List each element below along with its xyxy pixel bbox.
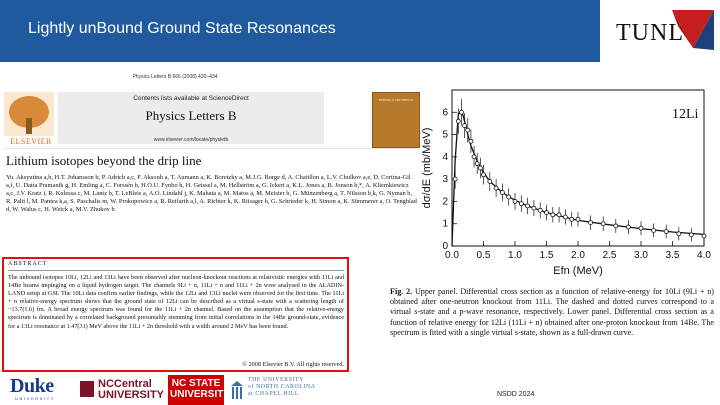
abstract-rule	[8, 270, 344, 271]
header-rule	[4, 148, 418, 149]
data-point	[563, 215, 567, 219]
contents-line: Contents lists available at ScienceDirect	[133, 95, 249, 102]
data-point	[469, 139, 473, 143]
data-point	[639, 226, 643, 230]
data-point	[702, 234, 706, 238]
data-point	[456, 119, 460, 123]
data-point	[551, 213, 555, 217]
duke-logo-subtext: UNIVERSITY	[15, 396, 56, 401]
x-tick-label: 3.0	[634, 250, 648, 261]
x-tick-label: 4.0	[697, 250, 711, 261]
nccu-mark-icon	[80, 381, 94, 397]
y-tick-label: 6	[442, 107, 448, 119]
y-axis-label: dσ/dE (mb/MeV)	[421, 127, 433, 209]
data-point	[664, 230, 668, 234]
y-tick-label: 1	[442, 218, 448, 230]
data-point	[626, 225, 630, 229]
data-point	[652, 228, 656, 232]
data-point	[459, 110, 463, 114]
y-tick-label: 3	[442, 174, 448, 186]
abstract-text: The unbound isotopes 10Li, 12Li and 13Li have been observed after nucleon-knockout reactions at relativistic energies with 11Li and 14Be beams impinging on a liquid hydrogen target. The channels 9Li + n, 11Li + n and 11Li + 2n were analysed in the ALADIN-LAND setup at GSI. The 10Li data confirm earlier findings, while the 12Li and 13Li nuclei were observed for the first time. The 11Li + n relative-energy spectrum shows that the ground state of 12Li can be described as a virtual s-state with a scattering length of −13.7(1.6) fm. A broad energy spectrum was found for the 11Li + 2n channel. Based on the assumption that the relative-energy spectrum is dominated by a correlated background presumably stemming from initial correlations in the 14Be ground-state, evidence for a 13Li resonance at 1.47(31) MeV above the 11Li + 2n threshold with a width around 2 MeV has been found.	[8, 274, 344, 330]
elsevier-wordmark: ELSEVIER	[10, 137, 52, 146]
data-point	[526, 204, 530, 208]
ncstate-logo-text: NC STATE UNIVERSITY	[170, 378, 231, 400]
journal-cover-title: PHYSICS LETTERS B	[379, 98, 413, 102]
data-point	[532, 206, 536, 210]
tunl-logo-text: TUNL	[616, 20, 684, 46]
x-tick-label: 3.5	[665, 250, 680, 261]
plot-title: 12Li	[672, 107, 699, 122]
footer-event-label: NSDD 2024	[497, 391, 535, 398]
data-point	[463, 124, 467, 128]
data-point	[519, 202, 523, 206]
figure-caption	[390, 287, 714, 338]
data-point	[466, 128, 470, 132]
data-point	[475, 162, 479, 166]
x-tick-label: 1.5	[539, 250, 554, 261]
copyright-line: © 2008 Elsevier B.V. All rights reserved.	[242, 361, 344, 368]
x-tick-label: 1.0	[508, 250, 522, 261]
data-point	[589, 221, 593, 225]
abstract-heading: ABSTRACT	[8, 261, 48, 267]
slide-title: Lightly unBound Ground State Resonances	[28, 20, 336, 37]
y-tick-label: 4	[442, 151, 448, 163]
duke-logo: Duke	[10, 375, 54, 397]
y-tick-label: 2	[442, 196, 448, 208]
paper-citation: Physics Letters B 666 (2008) 430–434	[132, 74, 218, 80]
x-axis-label: Efn (MeV)	[553, 265, 603, 277]
journal-title: Physics Letters B	[145, 108, 237, 123]
data-point	[576, 217, 580, 221]
x-tick-label: 0.5	[476, 250, 491, 261]
article-title: Lithium isotopes beyond the drip line	[6, 153, 202, 168]
data-point	[538, 208, 542, 212]
data-point	[677, 232, 681, 236]
data-point	[478, 166, 482, 170]
y-tick-label: 0	[442, 241, 448, 252]
data-point	[472, 155, 476, 159]
caption-text: Upper panel. Differential cross section as a function of relative-energy for 10Li (9Li + n) obtained after one-neutron knockout from 11Li. The dashed and dotted curves correspond to a virtual s-state and a p-wave resonance, respectively. Lower panel. Differential cross section as a function of relative energy for 12Li (11Li + n) obtained after one-proton knockout from 14Be. The spectrum is fitted with a single virtual s-state, shown as a full-drawn curve.	[390, 287, 714, 337]
x-tick-label: 2.0	[571, 250, 585, 261]
data-point	[494, 186, 498, 190]
data-point	[557, 213, 561, 217]
x-tick-label: 2.5	[602, 250, 617, 261]
data-point	[601, 222, 605, 226]
data-point	[570, 217, 574, 221]
unc-well-icon	[230, 380, 244, 400]
cross-section-plot	[418, 78, 718, 278]
data-point	[545, 211, 549, 215]
data-point	[513, 199, 517, 203]
data-point	[507, 195, 511, 199]
x-tick-label: 0.0	[445, 250, 459, 261]
data-point	[614, 224, 618, 228]
journal-homepage: www.elsevier.com/locate/physletb	[153, 137, 229, 143]
caption-label: Fig. 2.	[390, 287, 413, 296]
data-point	[689, 233, 693, 237]
data-point	[453, 177, 457, 181]
unc-logo: THE UNIVERSITY of NORTH CAROLINA at CHAPEL HILL	[248, 377, 316, 397]
data-point	[482, 173, 486, 177]
author-list: Yu. Aksyutina a,b, H.T. Johansson b, P. Adrich a,c, F. Aksouh a, T. Aumann a, K. Boretzky a, M.J.G. Borge d, A. Chatillon a, L.V. Chulkov a,e, D. Cortina-Gil a,f, U. Datta Pramanik g, H. Emling a, C. Forssén b, H.O.U. Fynbo h, H. Geissel a, M. Hellström a, G. Ickert a, K.L. Jones a, B. Jonson b,*, A. Kliemkiewicz a,c, J.V. Kratz i, R. Kulessa c, M. Lantz b, T. LeBleis a, A.O. Lindahl j, K. Mahata a, M. Matos a, M. Meister b, G. Münzenberg a, T. Nilsson b,k, G. Nyman b, R. Palit l, M. Pantea k,a, S. Paschalis m, W. Prokopowicz a, R. Reifarth a,l, A. Richter k, K. Riisager h, G. Schrieder k, H. Simon a, K. Sümmerer a, O. Tengblad d, W. Walus c, H. Weick a, M.V. Zhukov b	[6, 174, 417, 213]
nccu-logo: NCCentral UNIVERSITY	[98, 378, 165, 401]
data-point	[488, 179, 492, 183]
y-tick-label: 5	[442, 129, 448, 141]
data-point	[500, 191, 504, 195]
